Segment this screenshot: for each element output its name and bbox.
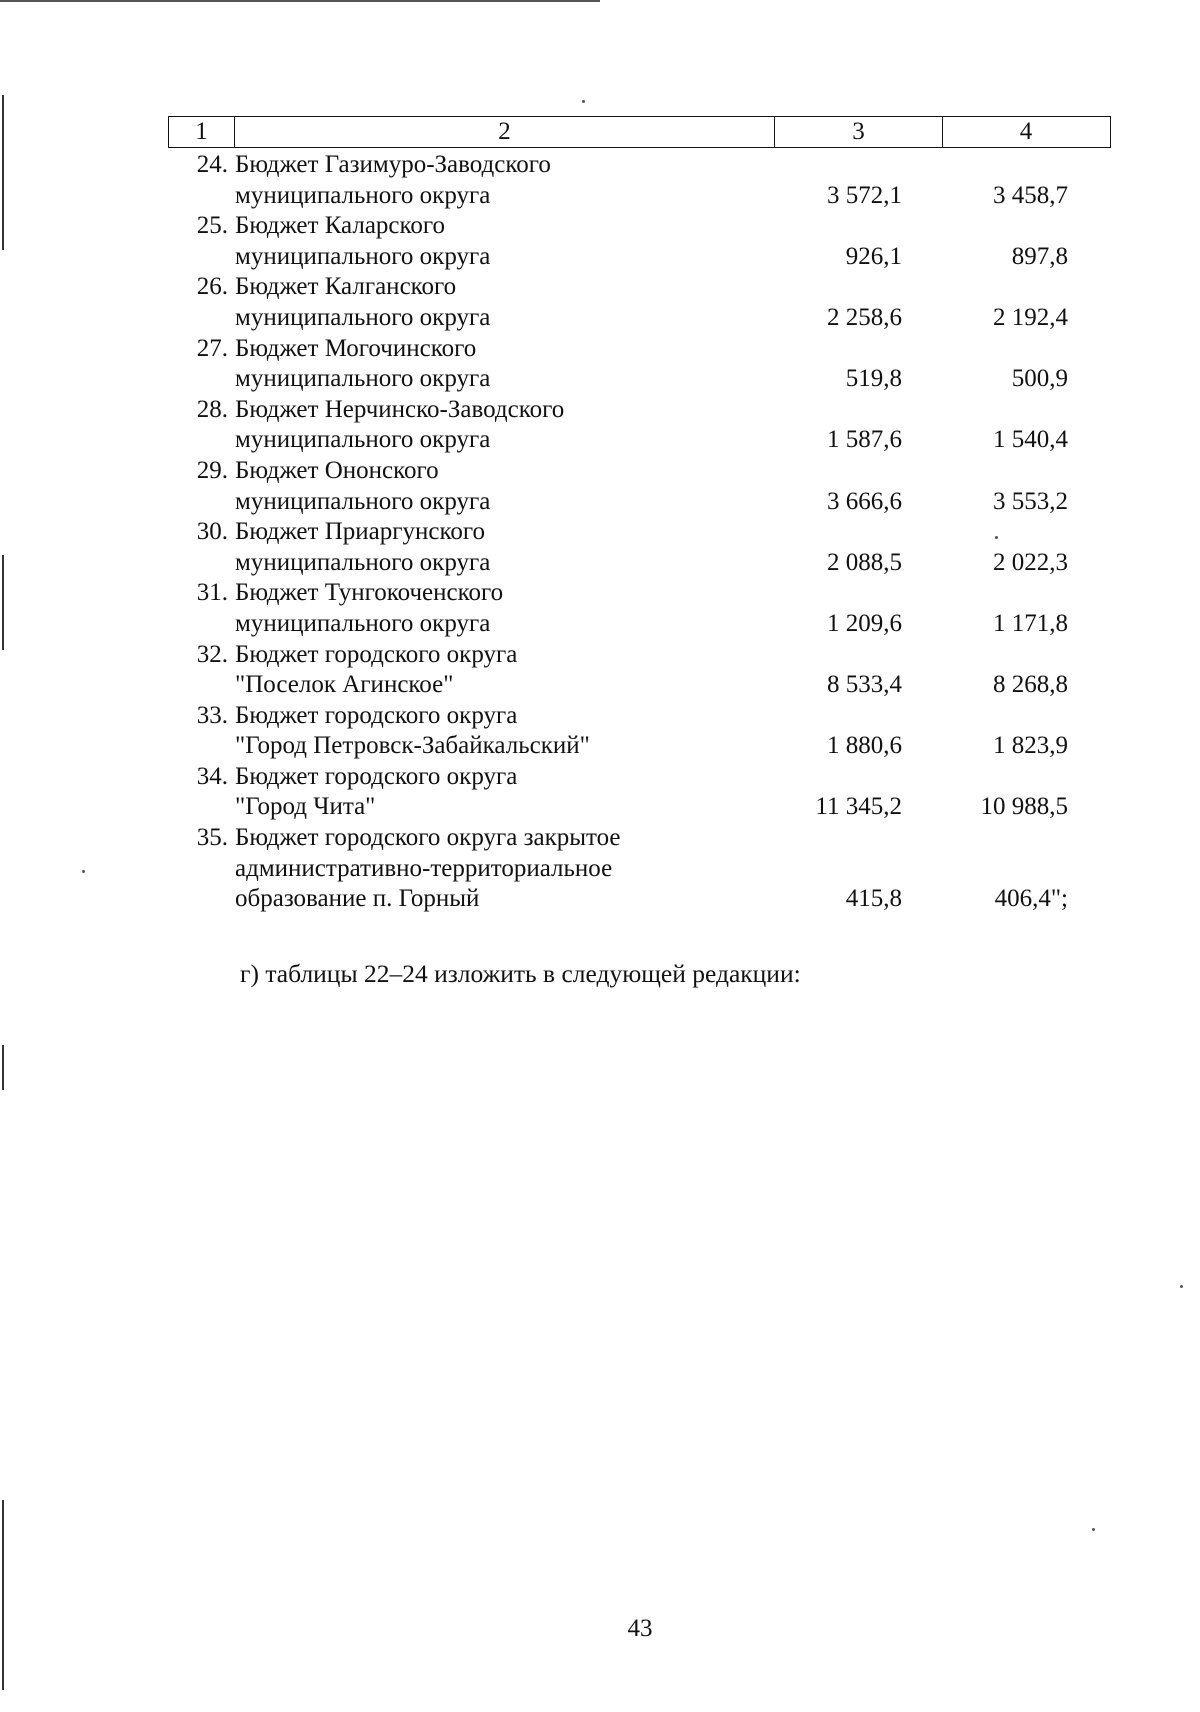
header-cell-2: 2 bbox=[235, 117, 775, 147]
table-row bbox=[168, 578, 1158, 639]
row-name bbox=[235, 272, 755, 333]
row-name-line: Бюджет Могочинского bbox=[235, 334, 477, 362]
row-number: 27. bbox=[196, 334, 228, 362]
scan-edge-left bbox=[2, 555, 4, 650]
row-name-line: "Поселок Агинское" bbox=[235, 671, 454, 699]
row-value-col4: 406,4"; bbox=[994, 885, 1068, 913]
row-name-line: муниципального округа bbox=[235, 242, 491, 270]
table-row bbox=[168, 517, 1158, 578]
table-row bbox=[168, 211, 1158, 272]
header-cell-3: 3 bbox=[775, 117, 943, 147]
row-name bbox=[235, 150, 755, 211]
row-value-col3: 1 209,6 bbox=[827, 609, 902, 637]
row-name bbox=[235, 395, 755, 456]
scan-speck bbox=[995, 536, 998, 539]
row-name bbox=[235, 578, 755, 639]
row-name bbox=[235, 823, 755, 915]
row-name-line: Бюджет Газимуро-Заводского bbox=[235, 151, 551, 178]
row-number: 31. bbox=[196, 579, 228, 607]
row-name-line: "Город Петровск-Забайкальский" bbox=[235, 732, 590, 760]
row-number: 32. bbox=[196, 640, 228, 668]
row-value-col3: 415,8 bbox=[845, 885, 902, 913]
row-name-line: муниципального округа bbox=[235, 609, 491, 637]
table-row bbox=[168, 762, 1158, 823]
row-name-line: Бюджет городского округа bbox=[235, 640, 518, 668]
table-row bbox=[168, 334, 1158, 395]
row-value-col3: 926,1 bbox=[845, 242, 902, 270]
row-value-col3: 3 572,1 bbox=[827, 181, 902, 209]
table-row bbox=[168, 823, 1158, 915]
scan-speck bbox=[582, 100, 585, 103]
row-name bbox=[235, 762, 755, 823]
row-number: 33. bbox=[196, 701, 228, 729]
row-name-line: муниципального округа bbox=[235, 181, 491, 209]
row-name-line: образование п. Горный bbox=[235, 885, 480, 913]
table-row bbox=[168, 456, 1158, 517]
row-name-line: муниципального округа bbox=[235, 426, 491, 454]
scan-edge-top bbox=[0, 0, 600, 2]
table-row bbox=[168, 272, 1158, 333]
row-name-line: Бюджет Тунгокоченского bbox=[235, 579, 504, 607]
row-name-line: Бюджет Калганского bbox=[235, 273, 457, 301]
row-value-col3: 2 088,5 bbox=[827, 548, 902, 576]
row-name bbox=[235, 211, 755, 272]
row-name-line: Бюджет городского округа bbox=[235, 701, 518, 729]
row-value-col4: 3 553,2 bbox=[993, 487, 1068, 515]
scan-edge-left bbox=[2, 95, 4, 250]
row-name-line: муниципального округа bbox=[235, 365, 491, 393]
row-name bbox=[235, 517, 755, 578]
row-value-col4: 897,8 bbox=[1011, 242, 1068, 270]
row-name-line: муниципального округа bbox=[235, 548, 491, 576]
scan-edge-left bbox=[2, 1045, 4, 1090]
table-header bbox=[168, 116, 1111, 148]
row-name bbox=[235, 334, 755, 395]
row-value-col4: 1 823,9 bbox=[993, 732, 1068, 760]
scan-speck bbox=[82, 870, 85, 873]
row-number: 26. bbox=[196, 273, 228, 301]
row-name-line: Бюджет Нерчинско-Заводского bbox=[235, 395, 565, 423]
row-name-line: "Город Чита" bbox=[235, 793, 376, 821]
row-value-col3: 2 258,6 bbox=[827, 303, 902, 331]
row-value-col3: 1 880,6 bbox=[827, 732, 902, 760]
row-name-line: Бюджет Ононского bbox=[235, 456, 439, 484]
row-name-line: Бюджет Приаргунского bbox=[235, 518, 485, 546]
row-value-col4: 1 171,8 bbox=[993, 609, 1068, 637]
row-value-col3: 1 587,6 bbox=[827, 426, 902, 454]
row-value-col3: 3 666,6 bbox=[827, 487, 902, 515]
header-cell-1: 1 bbox=[169, 117, 235, 147]
scan-speck bbox=[1180, 1285, 1183, 1288]
row-number: 29. bbox=[196, 456, 228, 484]
row-name-line: Бюджет городского округа bbox=[235, 762, 518, 790]
scan-speck bbox=[1092, 1528, 1095, 1531]
row-name bbox=[235, 456, 755, 517]
row-name-line: Бюджет городского округа закрытое bbox=[235, 824, 621, 852]
instruction-paragraph: г) таблицы 22–24 изложить в следующей редакции: bbox=[240, 959, 801, 988]
table-row bbox=[168, 640, 1158, 701]
row-value-col4: 8 268,8 bbox=[993, 671, 1068, 699]
row-value-col4: 2 192,4 bbox=[993, 303, 1068, 331]
row-number: 34. bbox=[196, 762, 228, 790]
row-name-line: муниципального округа bbox=[235, 303, 491, 331]
row-value-col3: 8 533,4 bbox=[827, 671, 902, 699]
row-value-col4: 2 022,3 bbox=[993, 548, 1068, 576]
table-row bbox=[168, 150, 1158, 211]
page-number: 43 bbox=[627, 1615, 653, 1642]
row-name-line: Бюджет Каларского bbox=[235, 212, 446, 240]
row-value-col4: 1 540,4 bbox=[993, 426, 1068, 454]
row-name bbox=[235, 701, 755, 762]
row-value-col3: 519,8 bbox=[845, 365, 902, 393]
row-name-line: административно-территориальное bbox=[235, 854, 613, 882]
table-row bbox=[168, 701, 1158, 762]
row-value-col4: 10 988,5 bbox=[980, 793, 1068, 821]
row-number: 30. bbox=[196, 518, 228, 546]
row-number: 28. bbox=[196, 395, 228, 423]
row-number: 24. bbox=[196, 151, 228, 178]
row-name-line: муниципального округа bbox=[235, 487, 491, 515]
row-number: 35. bbox=[196, 824, 228, 852]
row-value-col4: 3 458,7 bbox=[993, 181, 1068, 209]
row-name bbox=[235, 640, 755, 701]
scan-edge-left bbox=[2, 1500, 4, 1690]
budget-table-body bbox=[168, 150, 1158, 915]
table-row bbox=[168, 395, 1158, 456]
row-number: 25. bbox=[196, 212, 228, 240]
header-cell-4: 4 bbox=[1019, 118, 1033, 145]
row-value-col4: 500,9 bbox=[1011, 365, 1068, 393]
row-value-col3: 11 345,2 bbox=[815, 793, 902, 821]
